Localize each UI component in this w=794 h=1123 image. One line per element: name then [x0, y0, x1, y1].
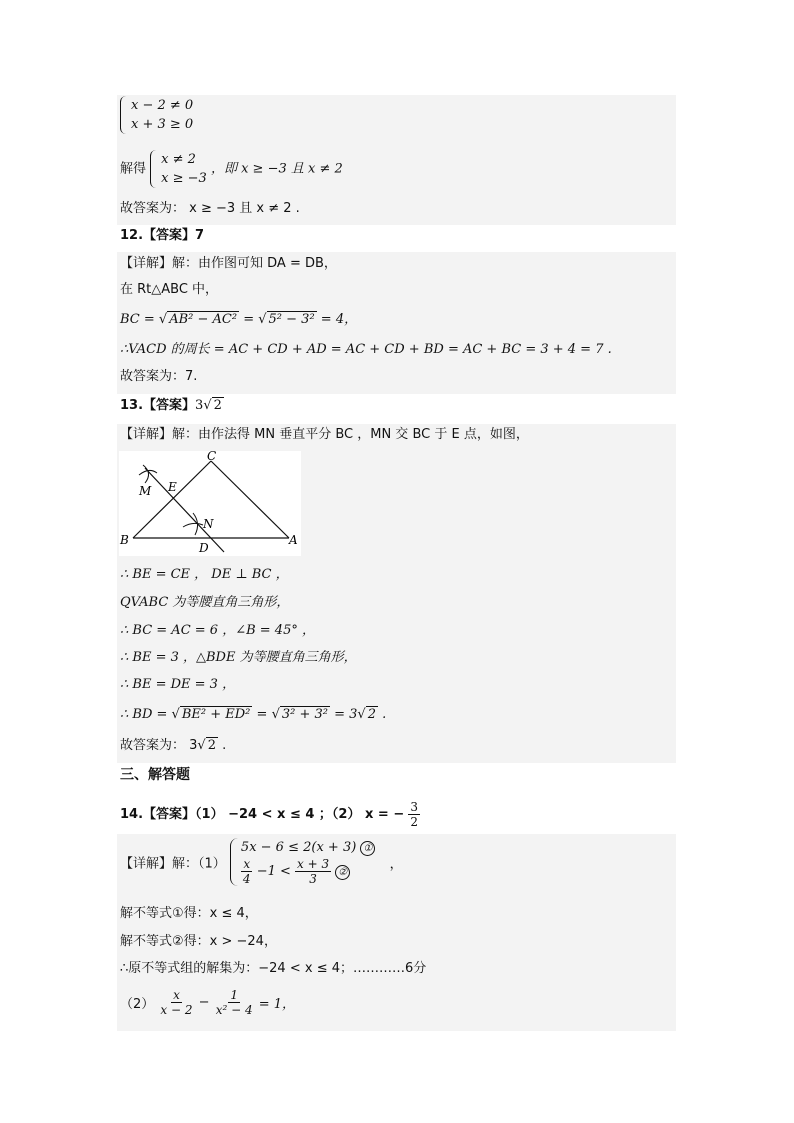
label-A: A [289, 533, 298, 547]
q14-inequality-2: 解不等式②得：x > −24， [120, 934, 277, 949]
q13-step-2: QVABC 为等腰直角三角形， [120, 595, 290, 610]
label-B: B [120, 533, 129, 547]
q13-detail-1: 【详解】解：由作法得 MN 垂直平分 BC ，MN 交 BC 于 E 点，如图， [120, 427, 529, 442]
question-14-answer: 14.【答案】（1） −24 < x ≤ 4 ；（2） x = − $\frac{3}{2}$ [120, 800, 419, 829]
q12-detail-4: ∴VACD 的周长 = AC + CD + AD = AC + CD + BD = AC + BC = 3 + 4 = 7 . [120, 342, 612, 357]
label-M: M [139, 484, 152, 498]
q13-step-4: ∴ BE = 3 ，△BDE 为等腰直角三角形， [120, 650, 357, 665]
triangle-svg [119, 451, 301, 556]
q13-step-3: ∴ BC = AC = 6 ，∠B = 45° ， [120, 623, 315, 638]
side-CA [211, 461, 289, 538]
q13-step-5: ∴ BE = DE = 3 ， [120, 677, 236, 692]
q13-step-6: ∴ BD = √ BE² + ED² = √ 3² + 3² = 3√ 2 . [120, 707, 387, 722]
q14-part-2: （2） $\frac{x}{x - 2}$ − $\frac{1}{\text{x² − 4}}$ = 1， [120, 988, 296, 1017]
q14-inequality-1: 解不等式①得：x ≤ 4， [120, 906, 258, 921]
question-12-answer: 12.【答案】7 [120, 228, 205, 243]
triangle-figure [119, 451, 301, 556]
perpendicular-bisector-MN [145, 468, 224, 552]
q12-detail-3: BC = √ AB² − AC² = √ 5² − 3² = 4， [120, 312, 358, 327]
answer-11: 故答案为： x ≥ −3 且 x ≠ 2 . [120, 201, 300, 216]
label-D: D [199, 541, 209, 555]
q13-step-1: ∴ BE = CE ， DE ⊥ BC ， [120, 567, 289, 582]
system-1: x − 2 ≠ 0 x + 3 ≥ 0 [120, 96, 193, 134]
q13-answer: 故答案为： 3√ 2 . [120, 738, 227, 753]
arc-M-2 [143, 465, 149, 483]
section-title: 三、解答题 [120, 767, 190, 783]
q14-solution-set: ∴原不等式组的解集为：−24 < x ≤ 4；…………6分 [120, 961, 427, 976]
q12-answer: 故答案为：7. [120, 369, 198, 384]
label-C: C [207, 451, 217, 463]
q12-detail-1: 【详解】解：由作图可知 DA = DB， [120, 256, 337, 271]
q12-detail-2: 在 Rt△ABC 中， [120, 282, 219, 297]
label-N: N [203, 517, 214, 531]
q14-detail: 【详解】解：（1） 5x − 6 ≤ 2(x + 3) ① $\frac{x}{4}$ −1 < $\frac{x + 3}{3}$ ② ， [120, 840, 403, 886]
solve-line: 解得 x ≠ 2 x ≥ −3 ，即 x ≥ −3 且 x ≠ 2 [120, 152, 343, 186]
label-E: E [168, 480, 177, 494]
question-13-answer: 13.【答案】3√ 2 [120, 398, 222, 413]
